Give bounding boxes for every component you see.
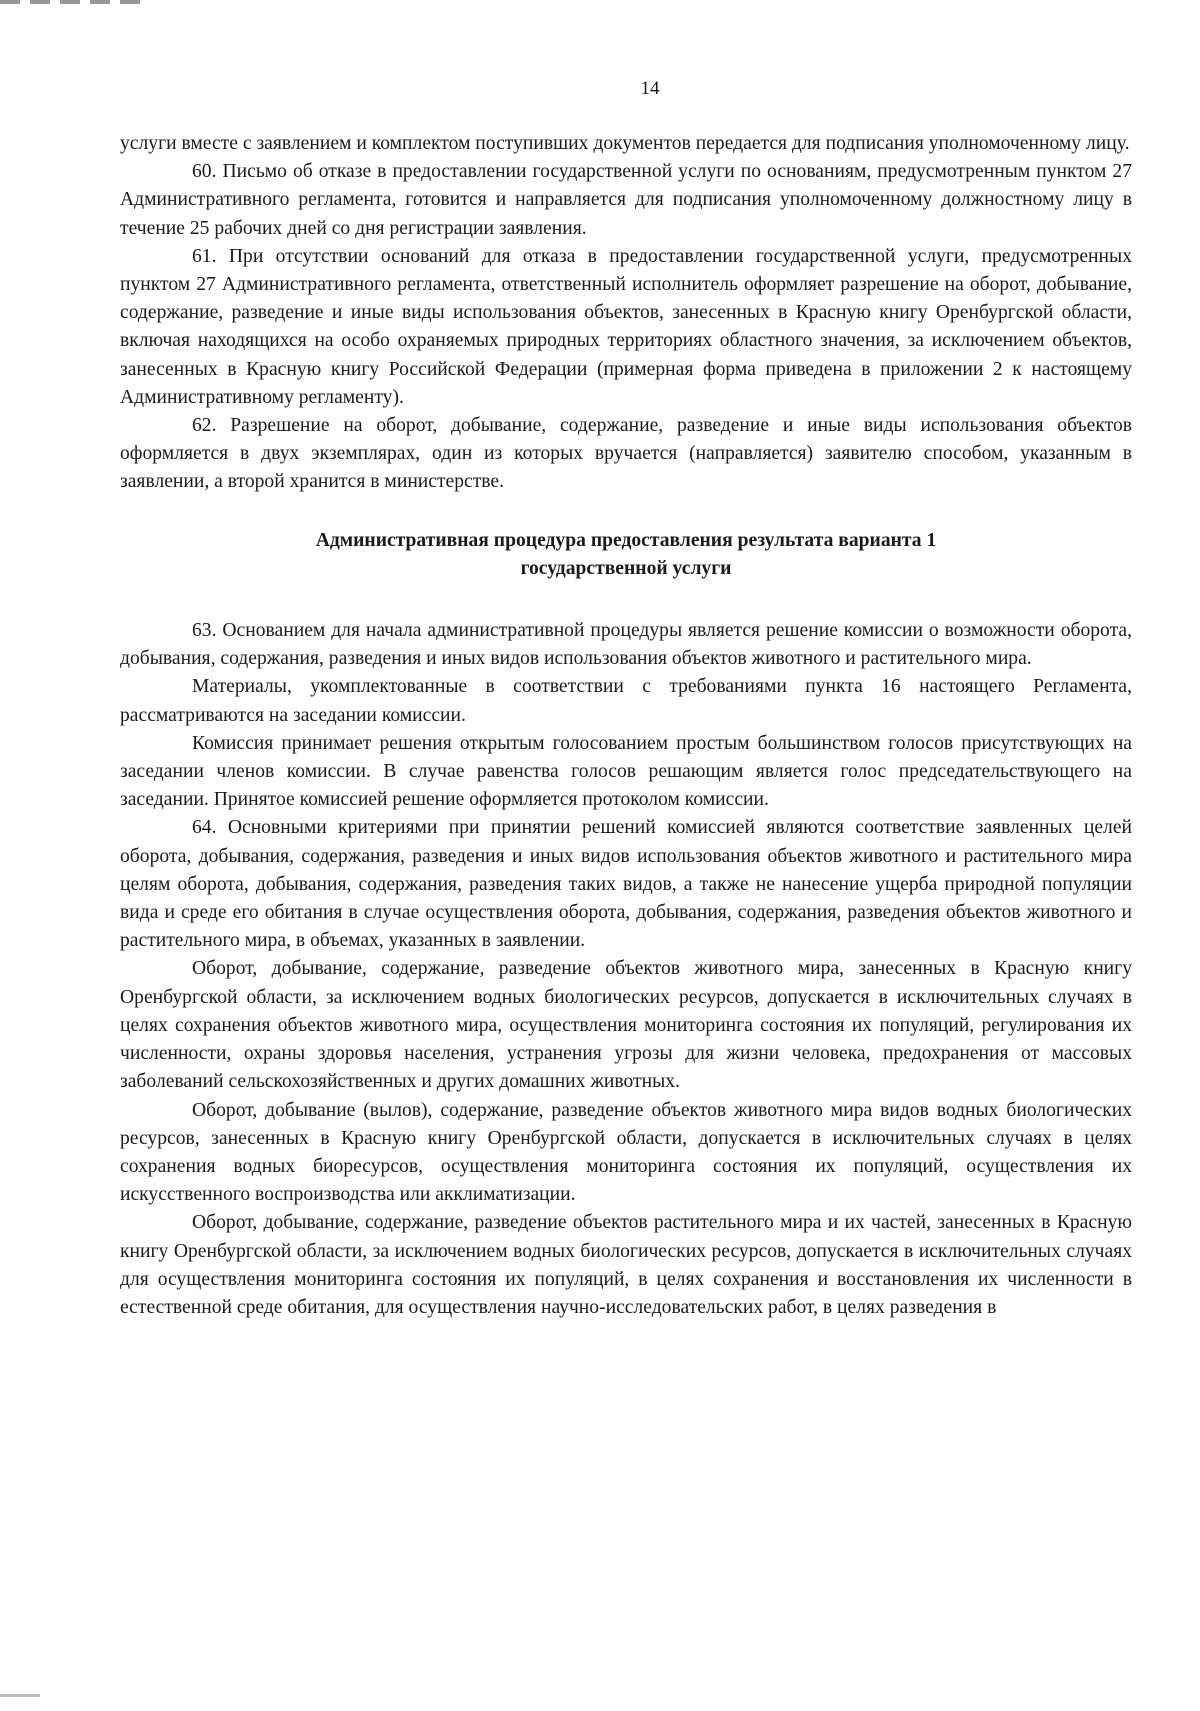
paragraph-63: 63. Основанием для начала административной процедуры является решение комиссии о возможности оборота, добывания, содержания, разведения и иных видов использования объектов животного и растительного мира. <box>120 620 1132 670</box>
paragraph-60: 60. Письмо об отказе в предоставлении государственной услуги по основаниям, предусмотренным пунктом 27 Административного регламента, готовится и направляется для подписания уполномоченному должностному лицу в течение 25 рабочих дней со дня регистрации заявления. <box>120 161 1132 239</box>
paragraph-aquatic: Оборот, добывание (вылов), содержание, разведение объектов животного мира видов водных биологических ресурсов, занесенных в Красную книгу Оренбургской области, допускается в исключительных случаях в целях сохранения водных биоресурсов, осуществления мониторинга состояния их популяций, осуществления их искусственного воспроизводства или акклиматизации. <box>120 1099 1132 1206</box>
scan-artifact <box>0 0 150 4</box>
section-heading-line1: Административная процедура предоставления результата варианта 1 <box>315 529 937 551</box>
paragraph-fauna: Оборот, добывание, содержание, разведение объектов животного мира, занесенных в Красную книгу Оренбургской области, за исключением водных биологических ресурсов, допускается в исключительных случаях в целях сохранения объектов животного мира, осуществления мониторинга состояния их популяций, регулирования их численности, охраны здоровья населения, устранения угрозы для жизни человека, предохранения от массовых заболеваний сельскохозяйственных и других домашних животных. <box>120 958 1132 1093</box>
paragraph-materials: Материалы, укомплектованные в соответствии с требованиями пункта 16 настоящего Регламента, рассматриваются на заседании комиссии. <box>120 676 1132 726</box>
paragraph-64: 64. Основными критериями при принятии решений комиссией являются соответствие заявленных целей оборота, добывания, содержания, разведения и иных видов использования объектов животного и растительного мира целям оборота, добывания, содержания, разведения таких видов, а также не нанесение ущерба природной популяции вида и среде его обитания в случае осуществления оборота, добывания, содержания, разведения объектов животного и растительного мира, в объемах, указанных в заявлении. <box>120 817 1132 952</box>
scan-artifact <box>0 1694 40 1697</box>
page-number: 14 <box>640 78 660 99</box>
paragraph-62: 62. Разрешение на оборот, добывание, содержание, разведение и иные виды использования объектов оформляется в двух экземплярах, один из которых вручается (направляется) заявителю способом, указанным в заявлении, а второй хранится в министерстве. <box>120 415 1132 493</box>
paragraph-commission: Комиссия принимает решения открытым голосованием простым большинством голосов присутствующих на заседании членов комиссии. В случае равенства голосов решающим является голос председательствующего на заседании. Принятое комиссией решение оформляется протоколом комиссии. <box>120 732 1132 811</box>
paragraph-61: 61. При отсутствии оснований для отказа в предоставлении государственной услуги, предусмотренных пунктом 27 Административного регламента, ответственный исполнитель оформляет разрешение на оборот, добывание, содержание, разведение и иные виды использования объектов, занесенных в Красную книгу Оренбургской области, включая находящихся на особо охраняемых природных территориях областного значения, за исключением объектов, занесенных в Красную книгу Российской Федерации (примерная форма приведена в приложении 2 к настоящему Административному регламенту). <box>120 245 1132 408</box>
paragraph-continuation: услуги вместе с заявлением и комплектом поступивших документов передается для подписания уполномоченному лицу. <box>120 133 1130 154</box>
section-heading-line2: государственной услуги <box>520 557 732 579</box>
paragraph-flora: Оборот, добывание, содержание, разведение объектов растительного мира и их частей, занесенных в Красную книгу Оренбургской области, за исключением водных биологических ресурсов, допускается в исключительных случаях для осуществления мониторинга состояния их популяций, в целях сохранения и восстановления их численности в естественной среде обитания, для осуществления научно-исследовательских работ, в целях разведения в <box>120 1212 1132 1318</box>
section-heading <box>120 527 1132 583</box>
